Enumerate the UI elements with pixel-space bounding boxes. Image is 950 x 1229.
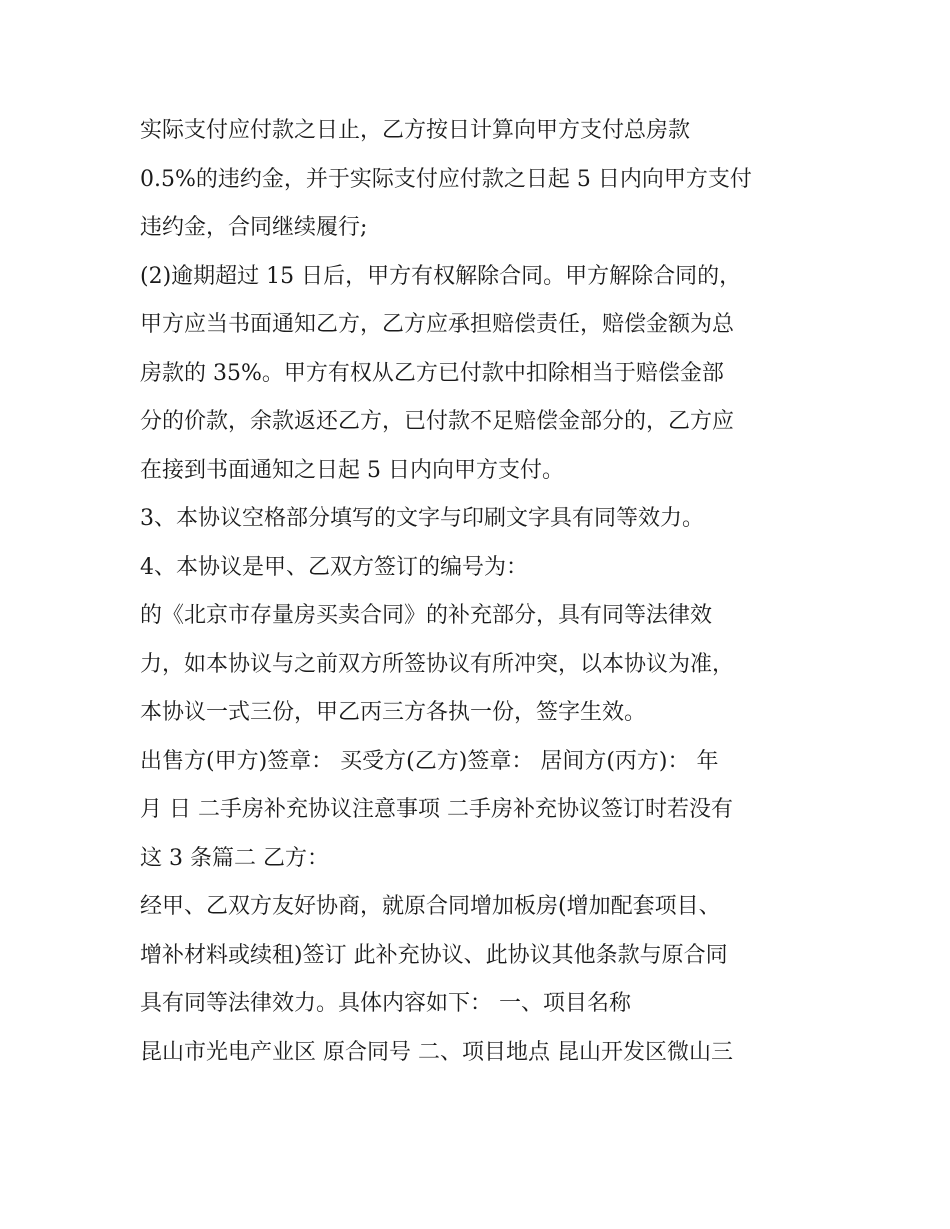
text-line: 在接到书面通知之日起 5 日内向甲方支付。 bbox=[140, 457, 564, 483]
text-line: 分的价款，余款返还乙方，已付款不足赔偿金部分的，乙方应 bbox=[140, 409, 735, 434]
text-line: 实际支付应付款之日止，乙方按日计算向甲方支付总房款 bbox=[140, 118, 691, 143]
text-line: (2)逾期超过 15 日后，甲方有权解除合同。甲方解除合同的， bbox=[140, 263, 742, 289]
text-line: 月 日 二手房补充协议注意事项 二手房补充协议签订时若没有 bbox=[140, 797, 733, 822]
text-line: 房款的 35%。甲方有权从乙方已付款中扣除相当于赔偿金部 bbox=[140, 360, 724, 386]
text-line: 本协议一式三份，甲乙丙三方各执一份，签字生效。 bbox=[140, 700, 647, 725]
text-line: 力，如本协议与之前双方所签协议有所冲突，以本协议为准， bbox=[140, 651, 735, 677]
text-line: 4、本协议是甲、乙双方签订的编号为： bbox=[140, 554, 528, 580]
text-line: 的《北京市存量房买卖合同》的补充部分，具有同等法律效 bbox=[140, 603, 713, 628]
text-line: 增补材料或续租)签订 此补充协议、此协议其他条款与原合同 bbox=[140, 942, 728, 968]
text-line: 违约金，合同继续履行; bbox=[140, 215, 368, 240]
text-line: 甲方应当书面通知乙方，乙方应承担赔偿责任，赔偿金额为总 bbox=[140, 312, 735, 337]
text-line: 具有同等法律效力。具体内容如下： 一、项目名称 bbox=[140, 991, 631, 1016]
text-line: 这 3 条篇二 乙方： bbox=[140, 845, 329, 871]
text-line: 0.5%的违约金，并于实际支付应付款之日起 5 日内向甲方支付 bbox=[140, 166, 752, 192]
text-line: 3、本协议空格部分填写的文字与印刷文字具有同等效力。 bbox=[140, 506, 704, 531]
text-line: 出售方(甲方)签章： 买受方(乙方)签章： 居间方(丙方)： 年 bbox=[140, 748, 719, 774]
text-line: 昆山市光电产业区 原合同号 二、项目地点 昆山开发区微山三 bbox=[140, 1039, 733, 1065]
document-body bbox=[140, 107, 820, 1077]
text-line: 经甲、乙双方友好协商，就原合同增加板房(增加配套项目、 bbox=[140, 894, 721, 919]
